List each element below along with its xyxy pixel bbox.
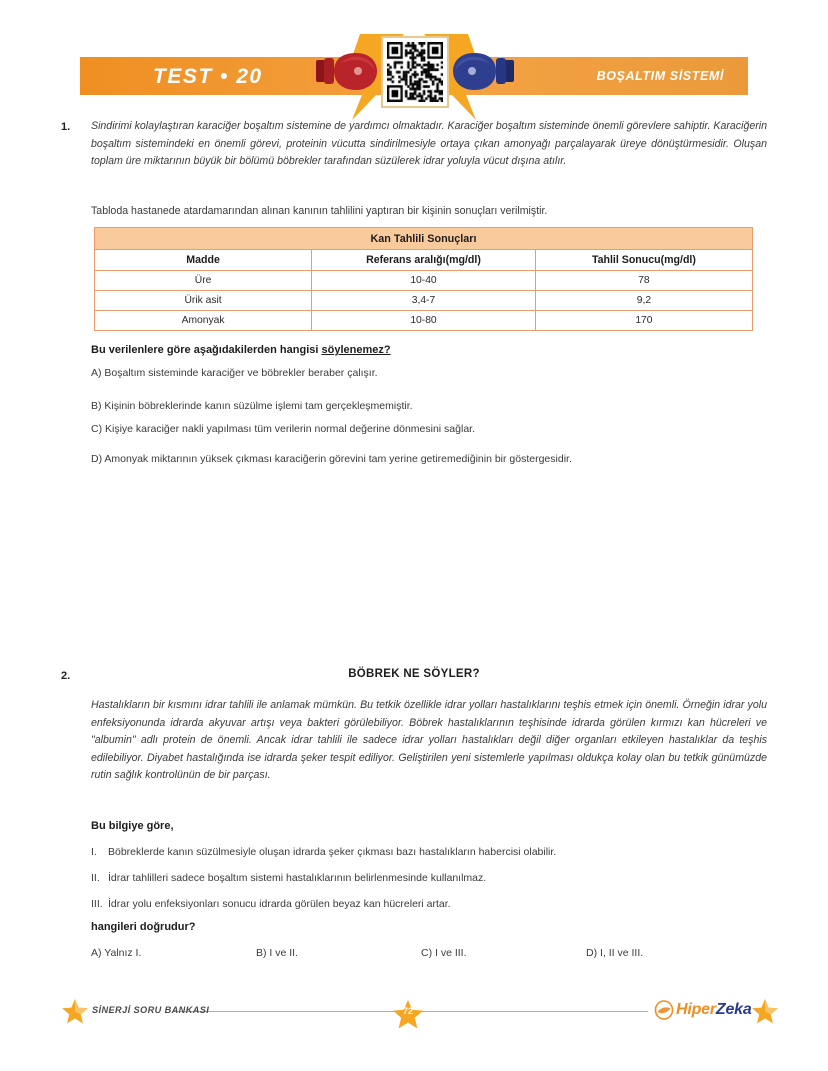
question-1-table-intro: Tabloda hastanede atardamarından alınan kanının tahlilini yaptıran bir kişinin sonuçları verilmiştir. [91, 205, 548, 217]
cell-madde-1: Ürik asit [95, 291, 312, 311]
question-2-stem: Bu bilgiye göre, [91, 820, 174, 832]
cell-madde-2: Amonyak [95, 311, 312, 331]
question-2-statement-3 [91, 898, 451, 910]
table-title-cell: Kan Tahlili Sonuçları [95, 228, 753, 250]
question-2-stem-2: hangileri doğrudur? [91, 921, 196, 933]
table-row [95, 291, 753, 311]
logo-text-zeka: Zeka [715, 1001, 752, 1018]
question-1-stem [91, 344, 391, 356]
star-icon-left [62, 998, 88, 1026]
table-header-madde: Madde [95, 250, 312, 271]
statement-text-3: İdrar yolu enfeksiyonları sonucu idrarda görülen beyaz kan hücreleri artar. [108, 898, 451, 910]
question-2-statement-1 [91, 846, 556, 858]
question-1-stem-prefix: Bu verilenlere göre aşağıdakilerden hangisi [91, 344, 322, 356]
blood-test-results-table [94, 227, 753, 331]
question-2-option-c[interactable]: C) I ve III. [421, 947, 467, 959]
star-icon-right [752, 998, 778, 1026]
cell-sonuc-1: 9,2 [535, 291, 752, 311]
table-header-row [95, 250, 753, 271]
logo-leaf-icon [654, 1000, 674, 1020]
question-2-option-a[interactable]: A) Yalnız I. [91, 947, 142, 959]
page-number: 72 [402, 1006, 413, 1016]
publisher-logo [654, 999, 752, 1021]
cell-referans-1: 3,4-7 [312, 291, 536, 311]
question-2-option-d[interactable]: D) I, II ve III. [586, 947, 644, 959]
table-title-row [95, 228, 753, 250]
cell-referans-2: 10-80 [312, 311, 536, 331]
statement-text-1: Böbreklerde kanın süzülmesiyle oluşan idrarda şeker çıkması bazı hastalıkların habercisi olabilir. [108, 846, 557, 858]
question-2-options [91, 947, 751, 959]
cell-madde-0: Üre [95, 271, 312, 291]
table-row [95, 271, 753, 291]
question-1-paragraph: Sindirimi kolaylaştıran karaciğer boşaltım sistemine de yardımcı olmaktadır. Karaciğer boşaltım sisteminde önemli görevlere sahiptir. Karaciğerin boşaltım sistemindeki en önemli görevi, proteinin vücutta sindirilmesiyle ortaya çıkan amonyağı parçalayarak üreye dönüştürmesidir. Oluşan toplam üre miktarının büyük bir bölümü böbrekler tarafından süzülerek idrar yoluyla vücut dışına atılır. [91, 120, 767, 167]
cell-referans-0: 10-40 [312, 271, 536, 291]
qr-code-canvas [387, 42, 443, 102]
question-2-statement-2 [91, 872, 486, 884]
statement-numeral-2: II. [91, 872, 100, 884]
question-1-option-c[interactable]: C) Kişiye karaciğer nakli yapılması tüm verilerin normal değerine dönmesini sağlar. [91, 423, 475, 435]
test-number-label: TEST • 20 [153, 65, 263, 88]
question-1-stem-underlined: söylenemez? [321, 344, 391, 356]
cell-sonuc-0: 78 [535, 271, 752, 291]
question-1-option-b[interactable]: B) Kişinin böbreklerinde kanın süzülme işlemi tam gerçekleşmemiştir. [91, 400, 413, 412]
question-2-number: 2. [61, 670, 71, 682]
boxing-glove-blue-icon [452, 52, 514, 92]
cell-sonuc-2: 170 [535, 311, 752, 331]
qr-code[interactable] [381, 36, 449, 108]
subject-title-label: BOŞALTIM SİSTEMİ [596, 69, 724, 83]
question-1-option-d[interactable]: D) Amonyak miktarının yüksek çıkması karaciğerin görevini tam yerine getiremediğinin bir göstergesidir. [91, 453, 572, 465]
table-row [95, 311, 753, 331]
brand-name-left: SİNERJİ SORU BANKASI [92, 1005, 210, 1015]
statement-numeral-3: III. [91, 898, 103, 910]
logo-text-hiper: Hiper [676, 1001, 716, 1018]
question-2-title: BÖBREK NE SÖYLER? [348, 668, 480, 680]
table-header-referans: Referans aralığı(mg/dl) [312, 250, 536, 271]
table-header-sonuc: Tahlil Sonucu(mg/dl) [535, 250, 752, 271]
statement-text-2: İdrar tahlilleri sadece boşaltım sistemi hastalıklarının belirlenmesinde kullanılmaz. [108, 872, 487, 884]
question-2-option-b[interactable]: B) I ve II. [256, 947, 299, 959]
question-1-option-a[interactable]: A) Boşaltım sisteminde karaciğer ve böbrekler beraber çalışır. [91, 367, 378, 379]
boxing-glove-red-icon [316, 52, 378, 92]
statement-numeral-1: I. [91, 846, 97, 858]
question-1-number: 1. [61, 121, 71, 133]
question-2-paragraph: Hastalıkların bir kısmını idrar tahlili ile anlamak mümkün. Bu tetkik özellikle idrar yolları hastalıklarını teşhis etmek için önemli. Örneğin idrar yolu enfeksiyonunda idrarda akyuvar artışı veya bakteri görülebiliyor. Böbrek hastalıklarının teşhisinde idrarda görülen kırmızı kan hücreleri ve "albumin" adlı protein de önemli. Ancak idrar tahlili ile sadece idrar yolları hastalıkları değil diğer organları etkileyen hastalıklar da teşhis edilebiliyor. Diyabet hastalığında ise idrarda şeker tespit ediliyor. Geliştirilen yeni sistemlerle yapılması oldukça kolay olan bu tetkik günümüzde rutin sağlık kontrolünün de bir parçası. [91, 699, 767, 781]
